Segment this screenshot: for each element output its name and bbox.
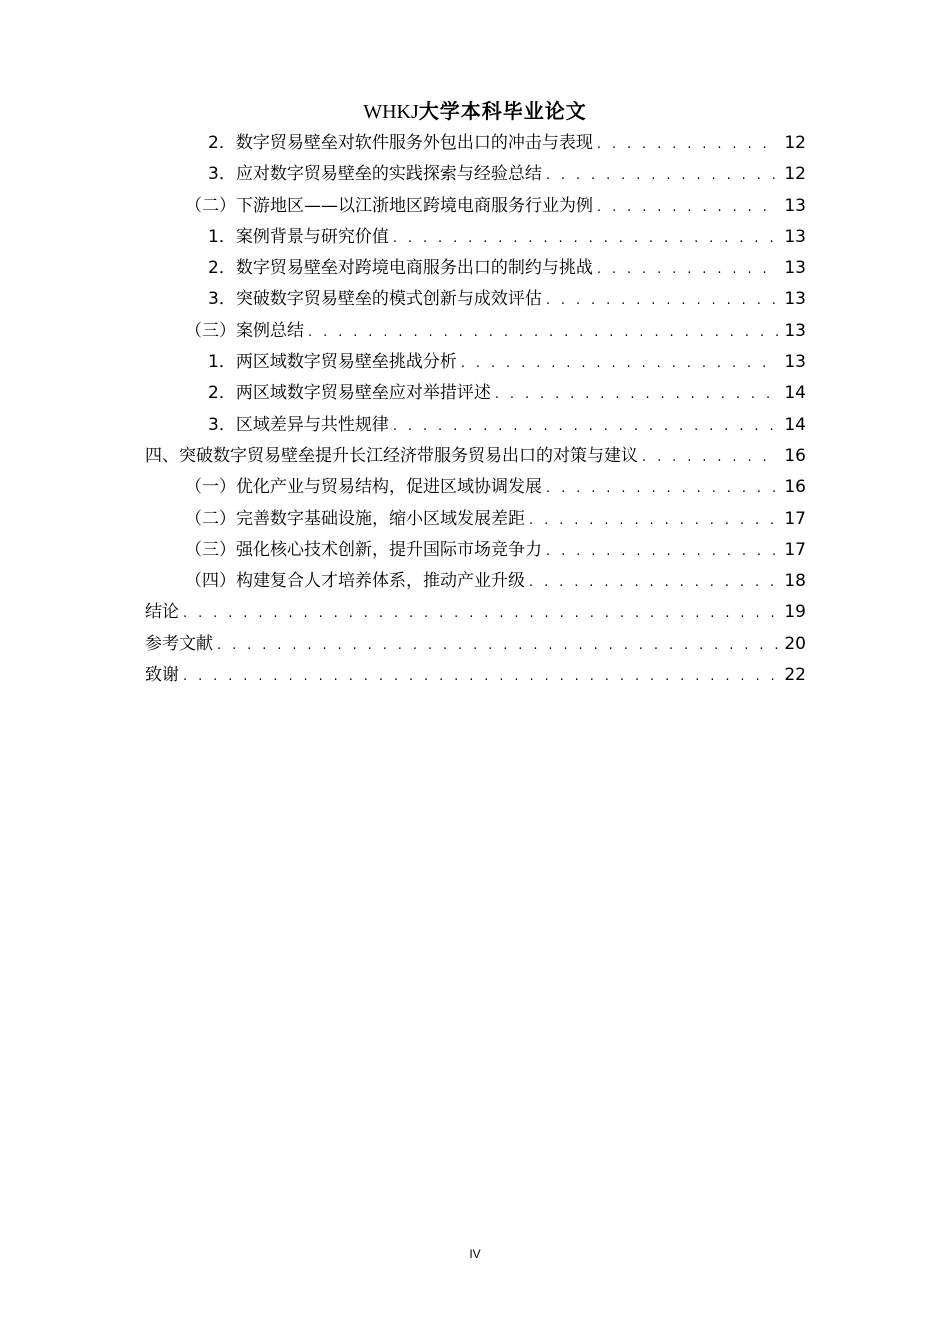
toc-entry[interactable] [145,410,806,441]
toc-entry-page: 16 [784,445,806,466]
toc-entry-title: 参考文献 [145,633,213,654]
toc-entry-title: （三）强化核心技术创新，提升国际市场竞争力 [185,539,542,560]
toc-entry-title: （四）构建复合人才培养体系，推动产业升级 [185,571,525,592]
toc-entry[interactable] [145,191,806,222]
toc-entry-title: （一）优化产业与贸易结构，促进区域协调发展 [185,477,542,498]
toc-entry[interactable] [145,284,806,315]
toc-entry-page: 13 [784,352,806,373]
toc-entry-title: （二）下游地区——以江浙地区跨境电商服务行业为例 [185,195,593,216]
toc-entry-page: 13 [784,258,806,279]
toc-dot-leader [546,160,778,191]
toc-entry-title: 3．应对数字贸易壁垒的实践探索与经验总结 [208,164,542,185]
toc-entry-page: 14 [784,414,806,435]
toc-entry-title: 结论 [145,602,179,623]
toc-dot-leader [546,285,778,316]
toc-entry-page: 17 [784,539,806,560]
toc-entry[interactable] [145,660,806,691]
toc-dot-leader [597,192,778,223]
toc-dot-leader [546,473,778,504]
toc-entry-page: 18 [784,571,806,592]
toc-entry[interactable] [145,566,806,597]
toc-entry-title: 四、突破数字贸易壁垒提升长江经济带服务贸易出口的对策与建议 [145,445,638,466]
toc-dot-leader [642,442,778,473]
toc-entry-title: 2．数字贸易壁垒对软件服务外包出口的冲击与表现 [208,133,593,153]
toc-entry-title: 2．两区域数字贸易壁垒应对举措评述 [208,383,491,404]
page-number: IV [469,1247,481,1261]
toc-entry-page: 13 [784,226,806,247]
toc-entry-page: 14 [784,383,806,404]
toc-entry-page: 12 [784,164,806,185]
toc-entry[interactable] [145,347,806,378]
toc-entry[interactable] [145,472,806,503]
toc-entry[interactable] [145,316,806,347]
toc-entry-page: 12 [784,133,806,153]
toc-dot-leader [597,129,778,160]
toc-entry-page: 22 [784,665,806,686]
toc-entry-page: 13 [784,195,806,216]
table-of-contents [145,128,806,691]
toc-dot-leader [529,505,778,536]
toc-entry[interactable] [145,253,806,284]
toc-entry[interactable] [145,128,806,159]
toc-entry-page: 17 [784,508,806,529]
toc-dot-leader [529,567,778,598]
toc-dot-leader [183,598,778,629]
toc-entry-title: 3．突破数字贸易壁垒的模式创新与成效评估 [208,289,542,310]
toc-entry-title: 1．案例背景与研究价值 [208,226,389,247]
toc-entry-title: 致谢 [145,665,179,686]
toc-dot-leader [393,411,778,442]
toc-entry[interactable] [145,504,806,535]
toc-dot-leader [393,223,778,254]
header-school-code: WHKJ [363,101,419,123]
toc-entry-page: 13 [784,289,806,310]
toc-entry-title: 1．两区域数字贸易壁垒挑战分析 [208,352,457,373]
toc-entry-title: （三）案例总结 [185,320,304,341]
toc-entry-title: （二）完善数字基础设施，缩小区域发展差距 [185,508,525,529]
toc-dot-leader [217,630,778,661]
toc-entry-page: 16 [784,477,806,498]
toc-entry[interactable] [145,629,806,660]
toc-dot-leader [597,254,778,285]
toc-entry-title: 2．数字贸易壁垒对跨境电商服务出口的制约与挑战 [208,258,593,279]
toc-entry[interactable] [145,441,806,472]
toc-dot-leader [183,661,778,692]
toc-entry[interactable] [145,535,806,566]
toc-entry[interactable] [145,378,806,409]
toc-entry[interactable] [145,222,806,253]
toc-entry[interactable] [145,159,806,190]
toc-entry-page: 13 [784,320,806,341]
toc-dot-leader [461,348,778,379]
toc-dot-leader [495,379,778,410]
page-header [0,95,950,124]
header-title: 大学本科毕业论文 [418,99,587,123]
toc-entry-page: 20 [784,633,806,654]
toc-entry-page: 19 [784,602,806,623]
toc-entry[interactable] [145,597,806,628]
toc-entry-title: 3．区域差异与共性规律 [208,414,389,435]
toc-dot-leader [546,536,778,567]
toc-dot-leader [308,317,778,348]
